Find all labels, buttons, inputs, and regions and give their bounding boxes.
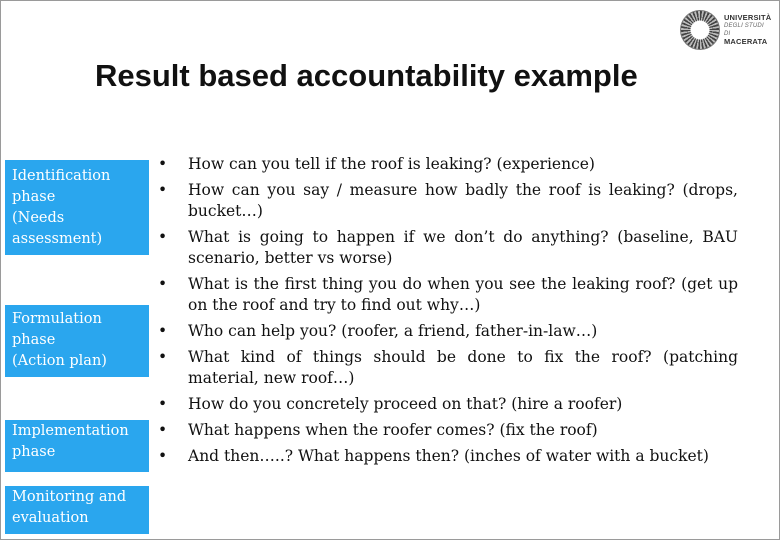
list-item: [158, 347, 738, 389]
university-logo: [680, 8, 772, 52]
bullet-icon: •: [158, 275, 168, 293]
logo-line-3: MACERATA: [723, 37, 768, 46]
list-item: [158, 274, 738, 316]
list-item: [158, 321, 738, 342]
bullet-text: Who can help you? (roofer, a friend, father-in-law…): [188, 322, 598, 340]
phase-label-identification: Identification phase (Needs assessment): [12, 168, 111, 247]
bullet-icon: •: [158, 155, 168, 173]
university-seal-icon: [680, 10, 720, 50]
logo-line-1: UNIVERSITÀ: [723, 13, 772, 22]
slide-title: Result based accountability example: [95, 58, 638, 93]
phase-label-implementation: Implementation phase: [12, 423, 129, 460]
list-item: [158, 154, 738, 175]
list-item: [158, 180, 738, 222]
phase-label-formulation: Formulation phase (Action plan): [12, 311, 107, 369]
bullet-icon: •: [158, 447, 168, 465]
bullet-icon: •: [158, 348, 168, 366]
list-item: [158, 446, 738, 467]
bullet-text: How do you concretely proceed on that? (hire a roofer): [188, 395, 623, 413]
phase-box-identification: [5, 160, 149, 255]
bullet-text: And then…..? What happens then? (inches of water with a bucket): [188, 447, 709, 465]
bullet-text: What is going to happen if we don’t do anything? (baseline, BAU scenario, better vs worse): [188, 228, 738, 267]
question-list: [158, 154, 738, 472]
phase-box-implementation: [5, 420, 149, 472]
bullet-text: How can you say / measure how badly the roof is leaking? (drops, bucket…): [188, 181, 738, 220]
logo-text: [724, 14, 772, 46]
bullet-text: How can you tell if the roof is leaking? (experience): [188, 155, 595, 173]
bullet-icon: •: [158, 395, 168, 413]
bullet-icon: •: [158, 228, 168, 246]
phase-box-monitoring: [5, 486, 149, 534]
list-item: [158, 420, 738, 441]
phase-box-formulation: [5, 305, 149, 377]
bullet-text: What kind of things should be done to fix the roof? (patching material, new roof…): [188, 348, 738, 387]
bullet-icon: •: [158, 181, 168, 199]
bullet-icon: •: [158, 421, 168, 439]
phase-label-monitoring: Monitoring and evaluation: [12, 489, 127, 526]
bullet-text: What is the first thing you do when you see the leaking roof? (get up on the roof and try to find out why…): [188, 275, 738, 314]
logo-line-2: DEGLI STUDI DI: [723, 23, 764, 37]
list-item: [158, 394, 738, 415]
bullet-text: What happens when the roofer comes? (fix the roof): [188, 421, 598, 439]
list-item: [158, 227, 738, 269]
bullet-icon: •: [158, 322, 168, 340]
